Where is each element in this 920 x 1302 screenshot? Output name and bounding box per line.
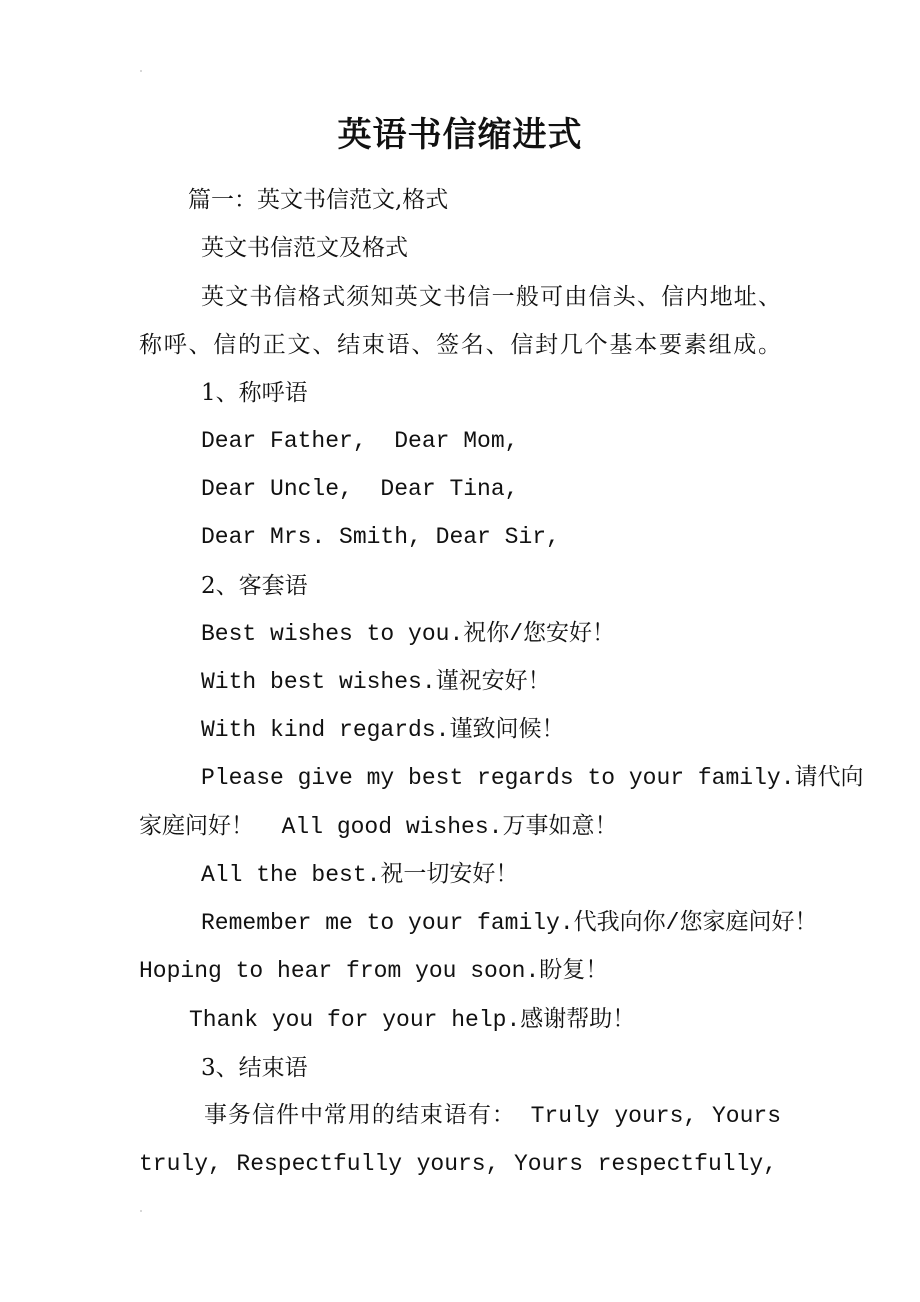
paragraph-line: Best wishes to you.祝你/您安好！: [201, 621, 616, 647]
paragraph-line: Remember me to your family.代我向你/您家庭问好！: [201, 910, 818, 936]
paragraph-line: With kind regards.谨致问候！: [201, 717, 565, 743]
paragraph-line: truly, Respectfully yours, Yours respectfully,: [139, 1151, 777, 1177]
scan-speck: [140, 70, 142, 72]
paragraph-line: 称呼、信的正文、结束语、签名、信封几个基本要素组成。: [139, 332, 781, 358]
paragraph-line: 家庭问好！ All good wishes.万事如意！: [139, 814, 618, 840]
paragraph-line: Please give my best regards to your family.请代向: [201, 765, 864, 791]
scan-speck: [140, 1210, 142, 1212]
document-title: 英语书信缩进式: [337, 115, 583, 155]
paragraph-line: Dear Uncle, Dear Tina,: [201, 476, 519, 502]
paragraph-line: 英文书信范文及格式: [201, 235, 408, 261]
paragraph-line: With best wishes.谨祝安好！: [201, 669, 551, 695]
subsection-heading: 1、称呼语: [201, 380, 308, 406]
paragraph-line: Hoping to hear from you soon.盼复！: [139, 958, 609, 984]
subsection-heading: 3、结束语: [201, 1055, 308, 1081]
paragraph-line: Dear Father, Dear Mom,: [201, 428, 519, 454]
paragraph-line: 英文书信格式须知英文书信一般可由信头、信内地址、: [201, 284, 781, 310]
subsection-heading: 2、客套语: [201, 573, 308, 599]
paragraph-line: 事务信件中常用的结束语有： Truly yours, Yours: [204, 1103, 781, 1129]
paragraph-line: Thank you for your help.感谢帮助！: [189, 1007, 636, 1033]
section-heading: 篇一：英文书信范文,格式: [188, 187, 449, 213]
paragraph-line: Dear Mrs. Smith, Dear Sir,: [201, 524, 560, 550]
paragraph-line: All the best.祝一切安好！: [201, 862, 519, 888]
